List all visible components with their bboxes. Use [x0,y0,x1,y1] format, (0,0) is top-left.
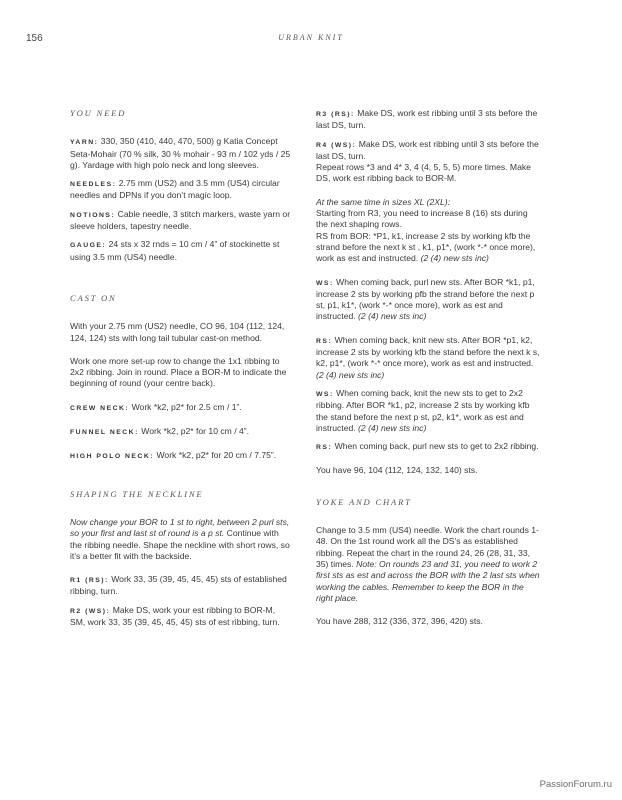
rs2-text: When coming back, knit new sts. After BOR *p1, k2, increase 2 sts by working kfb the stand before the next k s, k2, p1*, (work *-* once more), work as est and instructed. [316,334,540,369]
cast-on-paragraph-2: Work one more set-up row to change the 1x1 ribbing to 2x2 ribbing. Join in round. Place a BOR-M to indicate the beginning of round (your centre back). [70,355,287,389]
crew-neck-paragraph [70,402,292,414]
notions-paragraph [70,209,292,233]
r2-paragraph [70,605,292,629]
yarn-text: 330, 350 (410, 440, 470, 500) g Katia Concept Seta-Mohair (70 % silk, 30 % mohair - 93 m / 102 yds / 25 g). Yardage with high polo neck and long sleeves. [70,136,291,170]
yoke-heading: YOKE AND CHART [316,496,412,507]
ws1-italic: (2 (4) new sts inc) [355,311,427,322]
r3-paragraph [316,108,540,132]
shaping-italic-text: Now change your BOR to 1 st to right, between 2 purl sts, so your first and last st of round is a p st. [70,516,290,539]
r4-text: Make DS, work est ribbing until 3 sts before the last DS, turn. [316,138,539,161]
notions-label: NOTIONS: [70,211,116,219]
xl-text: Starting from R3, you need to increase 8 (16) sts during the next shaping rows. [316,208,528,230]
gauge-paragraph [70,239,292,263]
rs-from-bor-italic: (2 (4) new sts inc) [418,253,489,264]
r2-label: R2 (WS): [70,607,111,615]
right-column [316,108,540,634]
yarn-paragraph [70,136,292,171]
watermark-logo: PassionForum.ru [539,779,612,790]
you-need-heading: YOU NEED [70,108,127,118]
yoke-paragraph [316,525,540,604]
shaping-heading: SHAPING THE NECKLINE [70,488,204,499]
yoke-text: Change to 3.5 mm (US4) needle. Work the chart rounds 1-48. On the 1st round work all the DS’s as established ribbing. Repeat the chart in the round 24, 26 (28, 31, 33, 35) times. [316,525,539,569]
r1-label: R1 (RS): [70,577,109,585]
notions-text: Cable needle, 3 stitch markers, waste yarn or sleeve holders, tapestry needle. [70,208,291,232]
sts-count-paragraph: You have 96, 104 (112, 124, 132, 140) sts. [316,465,478,476]
crew-neck-label: CREW NECK: [70,404,130,412]
funnel-neck-label: FUNNEL NECK: [70,429,139,437]
ws2-label: WS: [316,390,334,398]
r3-label: R3 (RS): [316,111,355,118]
ws1-text: When coming back, purl new sts. After BOR *k1, p1, increase 2 sts by working pfb the strand before the next p st, p1, k1*, (work *-* once more), work as est and instructed. [316,276,535,322]
rs3-text: When coming back, purl new sts to get to 2x2 ribbing. [334,441,539,452]
r4-label: R4 (WS): [316,141,357,149]
running-header-title: URBAN KNIT [278,33,344,42]
ws2-italic: (2 (4) new sts inc) [355,422,427,433]
xl-paragraph [316,197,540,231]
gauge-text: 24 sts x 32 rnds = 10 cm / 4” of stockinette st using 3.5 mm (US4) needle. [70,239,280,262]
needles-label: NEEDLES: [70,181,117,189]
rs-from-bor-text: RS from BOR: *P1, k1, increase 2 sts by working kfb the strand before the next k st , k1, p1*, (work *-* once more), work as est and instructed. [316,230,536,264]
ws2-paragraph [316,388,540,434]
rs2-label: RS: [316,337,333,345]
yarn-label: YARN: [70,139,99,147]
crew-neck-text: Work *k2, p2* for 2.5 cm / 1”. [131,401,242,412]
repeat-paragraph: Repeat rows *3 and 4* 3, 4 (4, 5, 5, 5) more times. Make DS, work est ribbing back to BOR-M. [316,162,531,184]
polo-neck-paragraph [70,450,292,462]
rs3-paragraph [316,441,540,453]
rs3-label: RS: [316,444,333,452]
rs2-paragraph [316,335,540,381]
r1-paragraph [70,574,292,598]
page-number: 156 [26,33,43,44]
needles-text: 2.75 mm (US2) and 3.5 mm (US4) circular needles and DPNs if you don’t magic loop. [70,178,280,201]
polo-neck-text: Work *k2, p2* for 20 cm / 7.75”. [156,450,277,461]
ws1-paragraph [316,277,540,323]
r4-paragraph [316,139,540,163]
shaping-paragraph [70,517,292,562]
yoke-sts-count: You have 288, 312 (336, 372, 396, 420) sts. [316,616,483,627]
funnel-neck-paragraph [70,426,292,438]
r1-text: Work 33, 35 (39, 45, 45, 45) sts of established ribbing, turn. [70,574,287,597]
xl-italic: At the same time in sizes XL (2XL): [316,196,451,207]
ws2-text: When coming back, knit the new sts to get to 2x2 ribbing. After BOR *k1, p2, increase 2 sts by working kfb the stand before the next p st, p2, k1*, work as est and instructed. [316,387,530,433]
needles-paragraph [70,178,292,202]
ws1-label: WS: [316,279,334,287]
cast-on-paragraph-1: With your 2.75 mm (US2) needle, CO 96, 104 (112, 124, 124, 124) sts with long tail tubular cast-on method. [70,321,285,343]
r3-text: Make DS, work est ribbing until 3 sts before the last DS, turn. [316,108,538,131]
rs-from-bor-paragraph [316,231,540,265]
r2-text: Make DS, work your est ribbing to BOR-M, SM, work 33, 35 (39, 45, 45, 45) sts of est ribbing, turn. [70,604,280,628]
shaping-plain-text: Continue with the ribbing needle. Shape the neckline with short rows, so it’s a better fit with the backside. [70,528,290,561]
rs2-italic: (2 (4) new sts inc) [316,369,385,380]
cast-on-heading: CAST ON [70,292,117,303]
funnel-neck-text: Work *k2, p2* for 10 cm / 4”. [141,426,250,437]
yoke-italic: Note: On rounds 23 and 31, you need to work 2 first sts as est and across the BOR with the 2 last sts when working the cables. Remember to keep the BOR in the right place. [316,558,540,603]
gauge-label: GAUGE: [70,242,107,250]
polo-neck-label: HIGH POLO NECK: [70,453,155,461]
left-column [70,108,292,635]
